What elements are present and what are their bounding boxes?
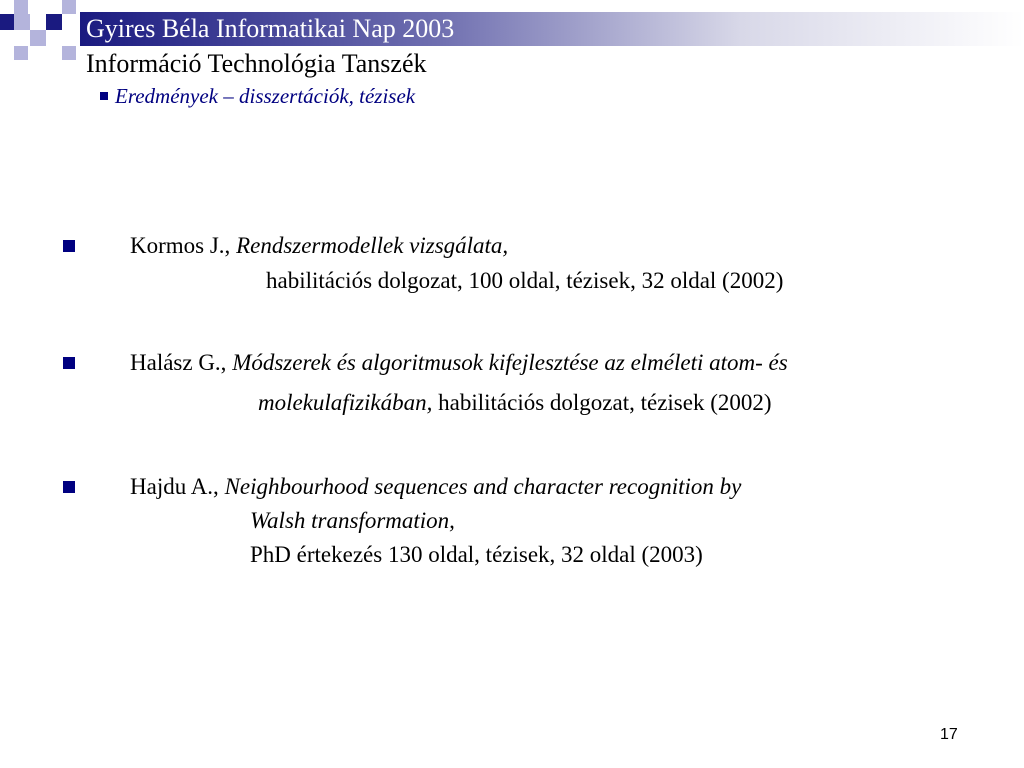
decor-square bbox=[14, 0, 28, 14]
entry-details: habilitációs dolgozat, tézisek (2002) bbox=[438, 390, 772, 415]
decor-square bbox=[14, 14, 30, 30]
section-heading bbox=[100, 82, 415, 110]
entry-details: habilitációs dolgozat, 100 oldal, tézisek, 32 oldal (2002) bbox=[266, 268, 784, 293]
section-heading-text: Eredmények – disszertációk, tézisek bbox=[115, 84, 416, 108]
square-bullet-icon bbox=[63, 240, 75, 252]
square-bullet-icon bbox=[100, 92, 108, 100]
entry-2-line-1 bbox=[130, 348, 788, 378]
entry-title-cont: molekulafizikában, bbox=[258, 390, 433, 415]
entry-title: Rendszermodellek vizsgálata, bbox=[236, 233, 509, 258]
entry-details: PhD értekezés 130 oldal, tézisek, 32 oldal (2003) bbox=[250, 542, 703, 567]
page-number: 17 bbox=[940, 726, 958, 743]
entry-author: Kormos J., bbox=[130, 233, 231, 258]
decor-square bbox=[0, 14, 14, 30]
corner-decoration bbox=[0, 0, 80, 64]
decor-square bbox=[14, 46, 28, 60]
entry-title-cont: Walsh transformation, bbox=[250, 508, 455, 533]
entry-3-line-1 bbox=[130, 472, 741, 502]
entry-1-line-1 bbox=[130, 231, 508, 261]
entry-author: Halász G., bbox=[130, 350, 227, 375]
square-bullet-icon bbox=[63, 357, 75, 369]
decor-square bbox=[62, 0, 76, 14]
entry-2-line-2 bbox=[258, 388, 772, 418]
entry-title: Módszerek és algoritmusok kifejlesztése az elméleti atom- és bbox=[232, 350, 788, 375]
decor-square bbox=[30, 30, 46, 46]
square-bullet-icon bbox=[63, 481, 75, 493]
entry-author: Hajdu A., bbox=[130, 474, 219, 499]
decor-square bbox=[62, 46, 76, 60]
decor-square bbox=[46, 14, 62, 30]
slide-subtitle: Információ Technológia Tanszék bbox=[86, 49, 427, 78]
entry-title: Neighbourhood sequences and character recognition by bbox=[224, 474, 742, 499]
slide-title: Gyires Béla Informatikai Nap 2003 bbox=[86, 14, 455, 43]
